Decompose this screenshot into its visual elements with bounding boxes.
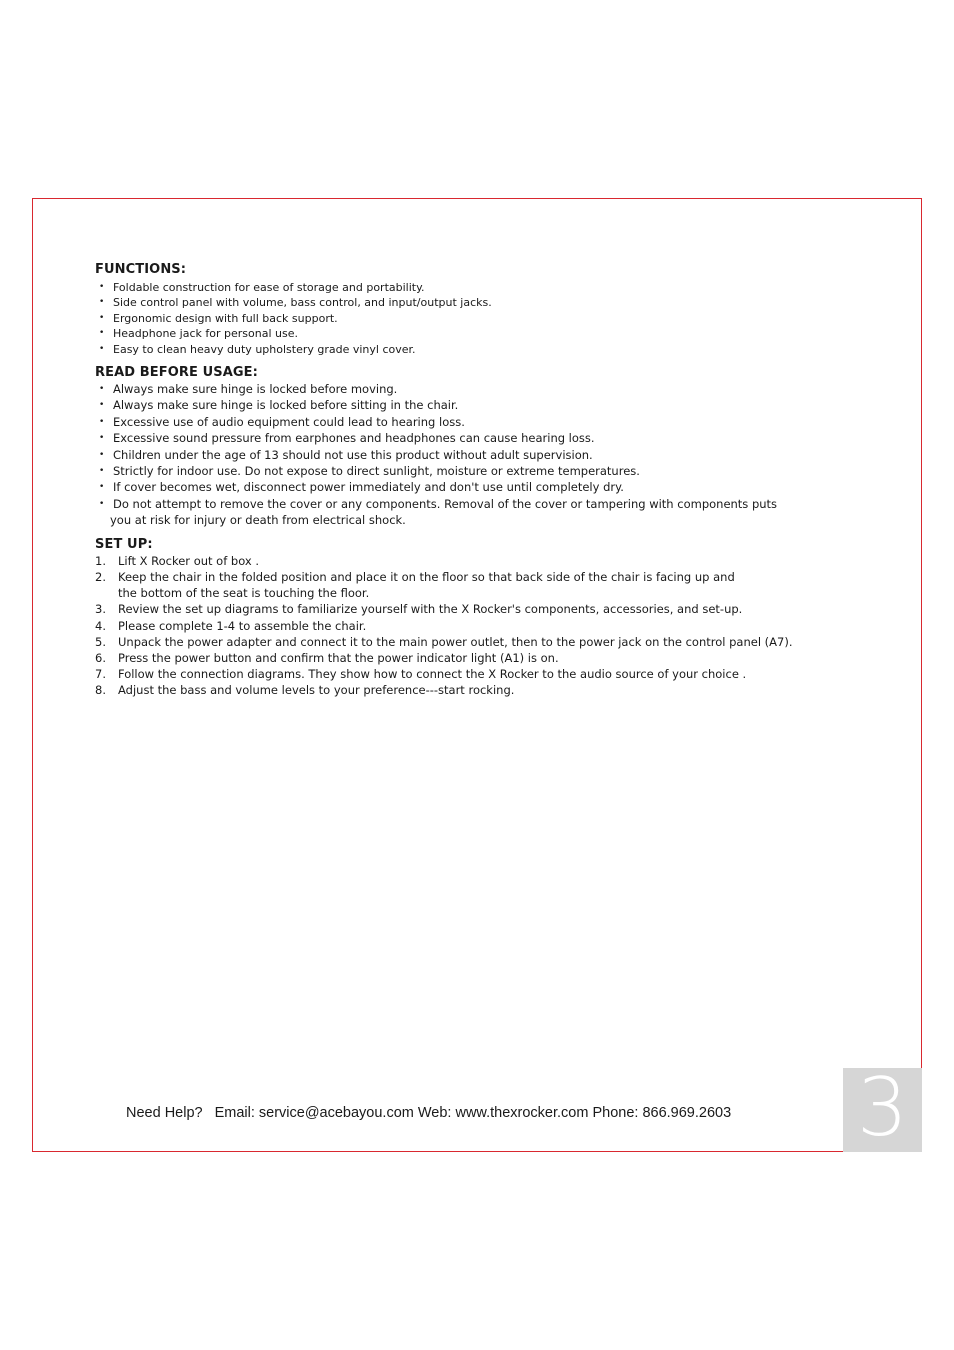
step-item bbox=[95, 682, 865, 698]
set-up-section bbox=[95, 537, 865, 699]
step-number: 3. bbox=[95, 602, 106, 617]
list-item: • Excessive use of audio equipment could lead to hearing loss. bbox=[99, 414, 465, 429]
bullet-icon: • bbox=[99, 482, 105, 493]
list-item: • Children under the age of 13 should not use this product without adult supervision. bbox=[99, 447, 593, 462]
list-item: • Foldable construction for ease of storage and portability. bbox=[99, 281, 425, 294]
list-item: • Side control panel with volume, bass control, and input/output jacks. bbox=[99, 296, 492, 310]
bullet-icon: • bbox=[99, 297, 105, 308]
bullet-icon: • bbox=[99, 282, 105, 292]
list-item: • Easy to clean heavy duty upholstery grade vinyl cover. bbox=[99, 342, 416, 356]
step-text: Adjust the bass and volume levels to your preference---start rocking. bbox=[118, 683, 515, 698]
bullet-icon: • bbox=[99, 343, 105, 354]
need-help-label: Need Help? bbox=[126, 1105, 203, 1121]
step-item bbox=[95, 601, 865, 617]
step-item bbox=[95, 553, 865, 569]
step-number: 7. bbox=[95, 667, 106, 682]
step-text: Keep the chair in the folded position and place it on the floor so that back side of the chair is facing up and bbox=[118, 569, 735, 584]
set-up-steps bbox=[95, 553, 865, 699]
step-number: 8. bbox=[95, 683, 106, 698]
step-item bbox=[95, 650, 865, 666]
bullet-icon: • bbox=[99, 433, 105, 444]
step-item bbox=[95, 569, 865, 601]
list-item: • If cover becomes wet, disconnect power immediately and don't use until completely dry. bbox=[99, 480, 624, 495]
step-continuation: the bottom of the seat is touching the floor. bbox=[118, 586, 370, 601]
bullet-icon: • bbox=[99, 400, 105, 411]
bullet-icon: • bbox=[99, 449, 105, 460]
step-item bbox=[95, 634, 865, 650]
manual-content bbox=[95, 262, 865, 699]
step-number: 4. bbox=[95, 618, 106, 633]
page-number: 3 bbox=[857, 1068, 908, 1152]
step-item bbox=[95, 618, 865, 634]
step-text: Unpack the power adapter and connect it to the main power outlet, then to the power jack on the control panel (A7). bbox=[118, 634, 793, 649]
list-item-continuation: you at risk for injury or death from electrical shock. bbox=[110, 513, 406, 528]
step-number: 6. bbox=[95, 650, 106, 665]
set-up-title: SET UP: bbox=[95, 536, 153, 552]
read-before-usage-section bbox=[95, 365, 865, 529]
list-item: • Do not attempt to remove the cover or any components. Removal of the cover or tampering with components puts you at risk for injury or death from electrical shock. bbox=[95, 496, 865, 529]
step-item bbox=[95, 666, 865, 682]
step-number: 1. bbox=[95, 553, 106, 568]
bullet-icon: • bbox=[99, 498, 105, 509]
read-before-usage-title: READ BEFORE USAGE: bbox=[95, 365, 258, 381]
step-text: Please complete 1-4 to assemble the chair. bbox=[118, 618, 367, 633]
bullet-icon: • bbox=[99, 466, 105, 477]
list-item: • Excessive sound pressure from earphones and headphones can cause hearing loss. bbox=[99, 431, 595, 446]
step-number: 2. bbox=[95, 569, 106, 584]
bullet-icon: • bbox=[99, 416, 105, 427]
list-item: • Ergonomic design with full back support. bbox=[99, 311, 338, 325]
step-text: Lift X Rocker out of box . bbox=[118, 553, 260, 568]
bullet-icon: • bbox=[99, 312, 105, 323]
contact-info: Email: service@acebayou.com Web: www.thexrocker.com Phone: 866.969.2603 bbox=[214, 1105, 732, 1121]
bullet-icon: • bbox=[99, 384, 105, 395]
list-item: • Always make sure hinge is locked before sitting in the chair. bbox=[99, 398, 459, 413]
list-item: • Headphone jack for personal use. bbox=[99, 327, 298, 341]
functions-list bbox=[95, 280, 865, 357]
step-text: Press the power button and confirm that the power indicator light (A1) is on. bbox=[118, 650, 559, 665]
functions-title: FUNCTIONS: bbox=[95, 262, 187, 277]
read-before-usage-list bbox=[95, 381, 865, 529]
list-item: • Strictly for indoor use. Do not expose to direct sunlight, moisture or extreme temperatures. bbox=[99, 464, 640, 479]
step-text: Review the set up diagrams to familiarize yourself with the X Rocker's components, accessories, and set-up. bbox=[118, 602, 743, 617]
list-item: • Always make sure hinge is locked before moving. bbox=[99, 382, 398, 397]
step-number: 5. bbox=[95, 634, 106, 649]
bullet-icon: • bbox=[99, 328, 105, 339]
footer-contact bbox=[126, 1105, 731, 1121]
step-text: Follow the connection diagrams. They show how to connect the X Rocker to the audio source of your choice . bbox=[118, 667, 747, 682]
page-number-badge bbox=[843, 1068, 922, 1152]
functions-section bbox=[95, 262, 865, 357]
